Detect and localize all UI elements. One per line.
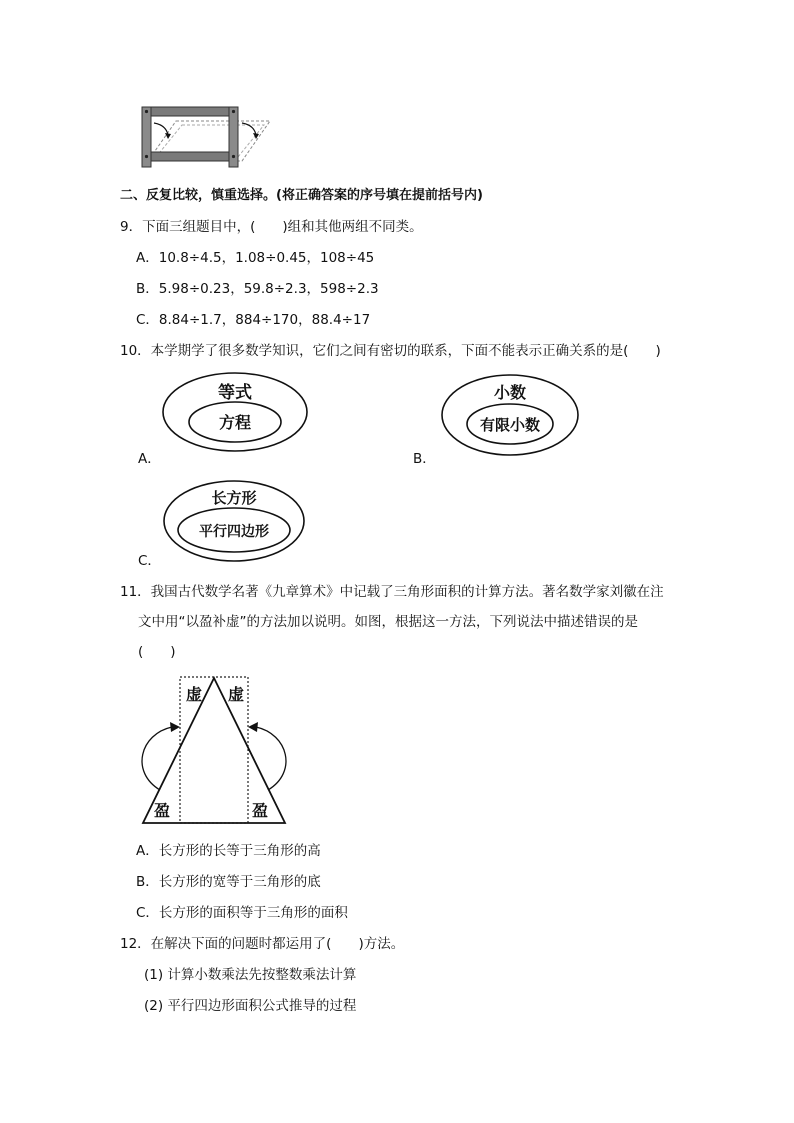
venn-c-inner-label: 平行四边形 <box>199 524 269 540</box>
q12-item-2: (2) 平行四边形面积公式推导的过程 <box>144 998 357 1014</box>
q11-stem-line3: ( ) <box>138 644 176 660</box>
q11-option-b: B．长方形的宽等于三角形的底 <box>136 874 321 890</box>
section-header: 二、反复比较，慎重选择。(将正确答案的序号填在提前括号内) <box>120 188 483 203</box>
venn-diagram-a <box>160 370 310 454</box>
venn-b-inner-label: 有限小数 <box>479 416 541 434</box>
triangle-figure <box>110 672 306 830</box>
q11-stem-line2: 文中用“以盈补虚”的方法加以说明。如图，根据这一方法，下列说法中描述错误的是 <box>138 614 638 630</box>
q9-option-c: C．8.84÷1.7，884÷170，88.4÷17 <box>136 312 371 328</box>
q10-stem: 10．本学期学了很多数学知识，它们之间有密切的联系，下面不能表示正确关系的是( ) <box>120 343 661 359</box>
venn-b-outer-label: 小数 <box>493 383 527 402</box>
q9-option-b: B．5.98÷0.23，59.8÷2.3，598÷2.3 <box>136 281 379 297</box>
xu-label-left: 虚 <box>185 685 203 704</box>
q9-stem: 9．下面三组题目中，( )组和其他两组不同类。 <box>120 219 423 235</box>
venn-a-outer-label: 等式 <box>218 383 252 403</box>
q11-stem-line1: 11．我国古代数学名著《九章算术》中记载了三角形面积的计算方法。著名数学家刘徽在注 <box>120 584 664 600</box>
q11-option-c: C．长方形的面积等于三角形的面积 <box>136 905 348 921</box>
q11-option-a: A．长方形的长等于三角形的高 <box>136 843 321 859</box>
venn-diagram-b <box>440 372 580 458</box>
ying-label-left: 盈 <box>153 801 171 820</box>
q12-stem: 12．在解决下面的问题时都运用了( )方法。 <box>120 936 405 952</box>
q12-item-1: (1) 计算小数乘法先按整数乘法计算 <box>144 967 357 983</box>
venn-c-outer-label: 长方形 <box>211 489 257 507</box>
q10-option-c-label: C． <box>138 553 161 569</box>
xu-label-right: 虚 <box>227 685 245 704</box>
q10-option-a-label: A． <box>138 451 161 467</box>
q10-option-b-label: B． <box>413 451 436 467</box>
q9-option-a: A．10.8÷4.5，1.08÷0.45，108÷45 <box>136 250 375 266</box>
frame-figure <box>138 103 278 173</box>
ying-label-right: 盈 <box>251 801 269 820</box>
venn-diagram-c <box>162 478 306 564</box>
venn-a-inner-label: 方程 <box>218 413 252 432</box>
